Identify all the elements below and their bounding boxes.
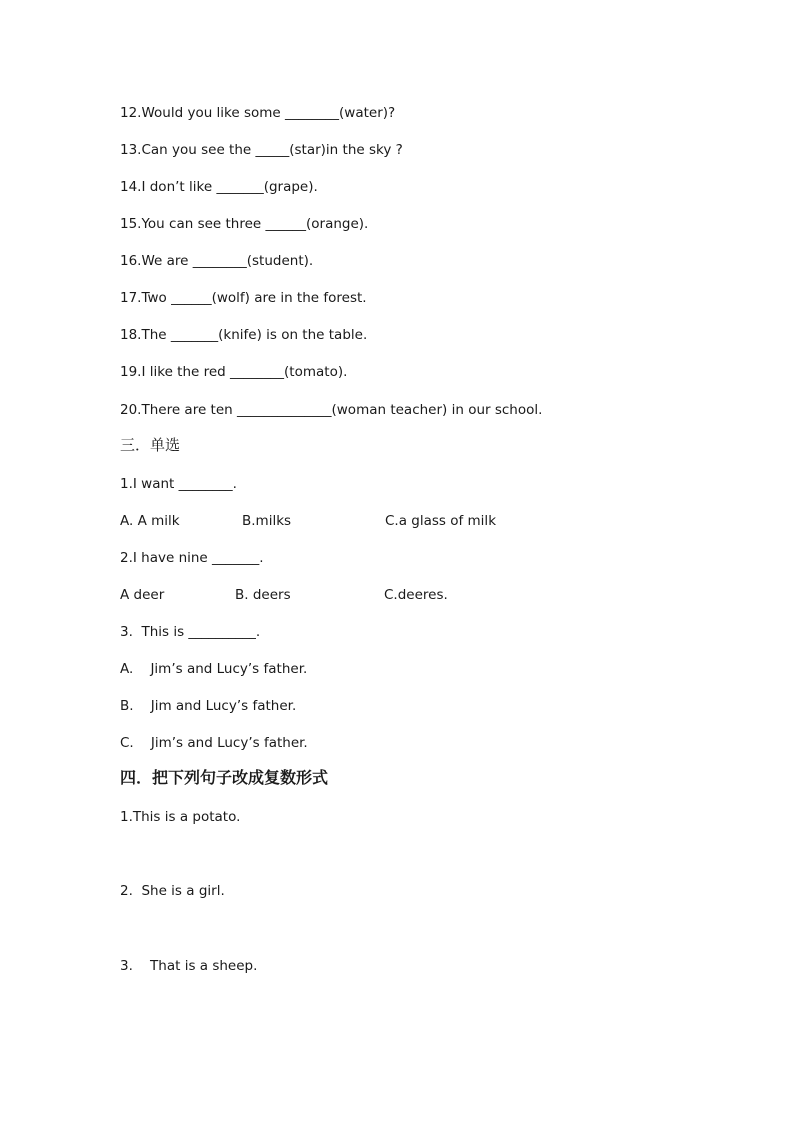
mc-question-2: 2.I have nine _______. xyxy=(120,550,264,566)
fill-in-question-14: 14.I don’t like _______(grape). xyxy=(120,179,318,195)
mc-q3-option-c: C. Jim’s and Lucy’s father. xyxy=(120,735,308,751)
fill-in-question-19: 19.I like the red ________(tomato). xyxy=(120,364,348,380)
mc-q1-option-a: A. A milk xyxy=(120,513,180,529)
fill-in-question-17: 17.Two ______(wolf) are in the forest. xyxy=(120,290,367,306)
fill-in-question-15: 15.You can see three ______(orange). xyxy=(120,216,369,232)
mc-q2-option-b: B. deers xyxy=(235,587,291,603)
fill-in-question-13: 13.Can you see the _____(star)in the sky ? xyxy=(120,142,403,158)
plural-sentence-1: 1.This is a potato. xyxy=(120,809,241,825)
mc-question-1: 1.I want ________. xyxy=(120,476,237,492)
plural-sentence-2: 2. She is a girl. xyxy=(120,883,225,899)
fill-in-question-18: 18.The _______(knife) is on the table. xyxy=(120,327,368,343)
mc-question-3: 3. This is __________. xyxy=(120,624,261,640)
mc-q3-option-a: A. Jim’s and Lucy’s father. xyxy=(120,661,308,677)
section-3-heading: 三．单选 xyxy=(120,436,181,454)
fill-in-question-12: 12.Would you like some ________(water)? xyxy=(120,105,396,121)
mc-q2-option-c: C.deeres. xyxy=(384,587,448,603)
plural-sentence-3: 3. That is a sheep. xyxy=(120,958,258,974)
fill-in-question-16: 16.We are ________(student). xyxy=(120,253,314,269)
mc-q1-option-c: C.a glass of milk xyxy=(385,513,497,529)
section-4-heading: 四．把下列句子改成复数形式 xyxy=(120,768,329,787)
mc-q1-option-b: B.milks xyxy=(242,513,292,529)
fill-in-question-20: 20.There are ten ______________(woman teacher) in our school. xyxy=(120,402,543,418)
mc-q2-option-a: A deer xyxy=(120,587,165,603)
mc-q3-option-b: B. Jim and Lucy’s father. xyxy=(120,698,297,714)
